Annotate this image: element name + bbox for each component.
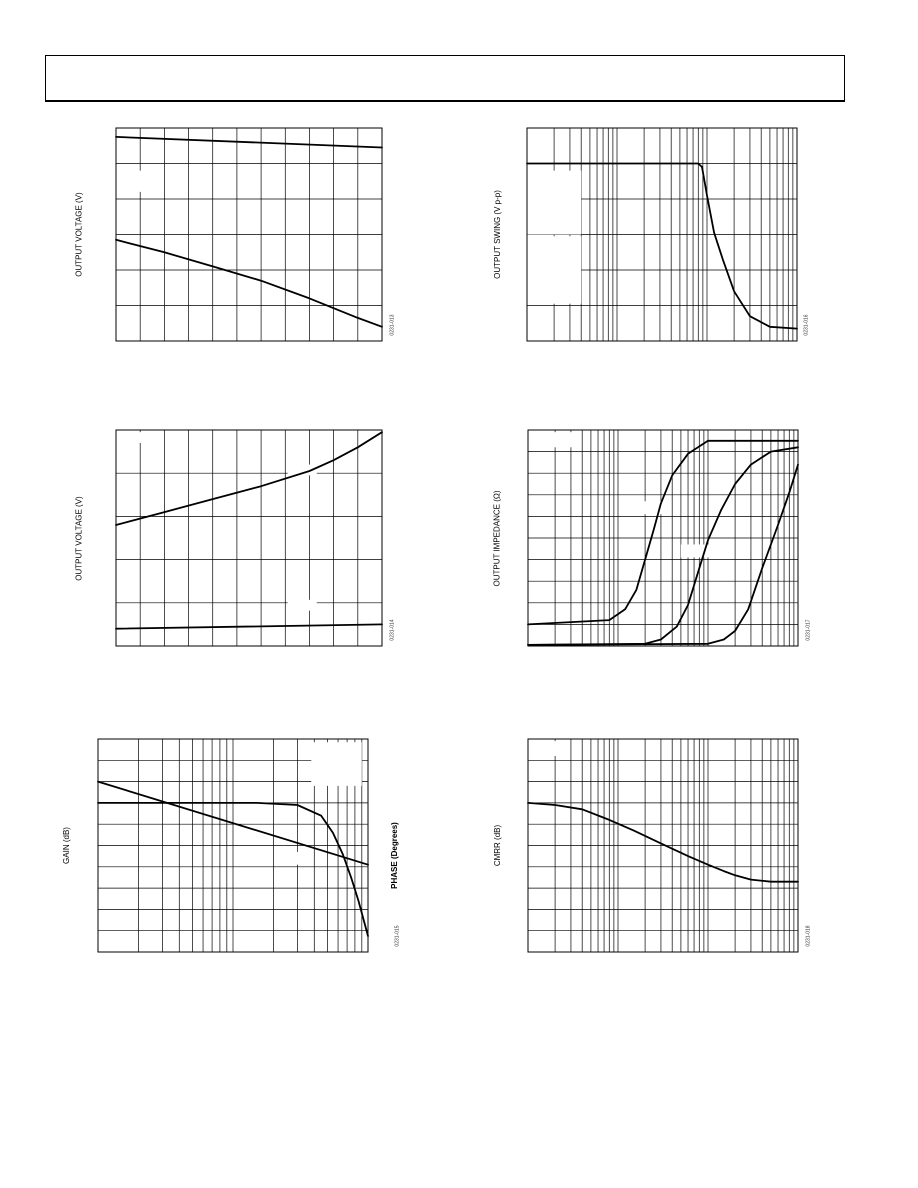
annotation-box <box>527 236 581 303</box>
data-series-line <box>116 624 382 628</box>
chart-plot-area <box>116 430 382 646</box>
figure-id: 0231-016 <box>803 314 810 336</box>
chart-3 <box>116 430 382 646</box>
annotation-box <box>131 432 146 443</box>
figure-id: 0231-014 <box>389 619 396 641</box>
data-series-line <box>116 432 382 525</box>
figure-id: 0231-013 <box>389 314 396 336</box>
chart-plot-area <box>98 739 368 952</box>
annotation-box <box>131 171 146 192</box>
figure-id: 0231-017 <box>805 619 812 641</box>
figure-id: 0231-018 <box>805 925 812 947</box>
annotation-box <box>527 171 581 235</box>
chart-4 <box>528 430 798 646</box>
annotation-box <box>311 742 362 786</box>
annotation-box <box>293 852 311 865</box>
annotation-box <box>288 600 317 611</box>
chart-plot-area <box>528 430 798 646</box>
y-axis-label: GAIN (dB) <box>61 827 71 864</box>
annotation-box <box>528 741 568 756</box>
annotation-box <box>528 432 577 447</box>
figure-id: 0231-015 <box>394 925 401 947</box>
chart-plot-area <box>116 128 382 341</box>
chart-plot-area <box>528 739 798 952</box>
y-axis-label: OUTPUT IMPEDANCE (Ω) <box>492 489 502 587</box>
chart-5 <box>98 739 368 952</box>
data-series-line <box>116 240 382 327</box>
secondary-y-axis-label: PHASE (Degrees) <box>389 822 399 889</box>
y-axis-label: OUTPUT VOLTAGE (V) <box>74 495 84 581</box>
chart-plot-area <box>527 128 797 341</box>
plot-frame <box>116 430 382 646</box>
y-axis-label: OUTPUT VOLTAGE (V) <box>74 192 84 277</box>
y-axis-label: OUTPUT SWING (V p-p) <box>492 190 502 279</box>
data-series-line <box>528 447 798 645</box>
page-header-box <box>45 55 845 102</box>
annotation-box <box>681 544 721 557</box>
chart-2 <box>527 128 797 341</box>
annotation-box <box>636 501 670 514</box>
data-series-line <box>116 137 382 148</box>
chart-6 <box>528 739 798 952</box>
y-axis-label: CMRR (dB) <box>492 824 502 867</box>
data-series-line <box>528 803 798 882</box>
data-series-line <box>528 465 798 645</box>
chart-1 <box>116 128 382 341</box>
data-series-line <box>528 441 798 625</box>
